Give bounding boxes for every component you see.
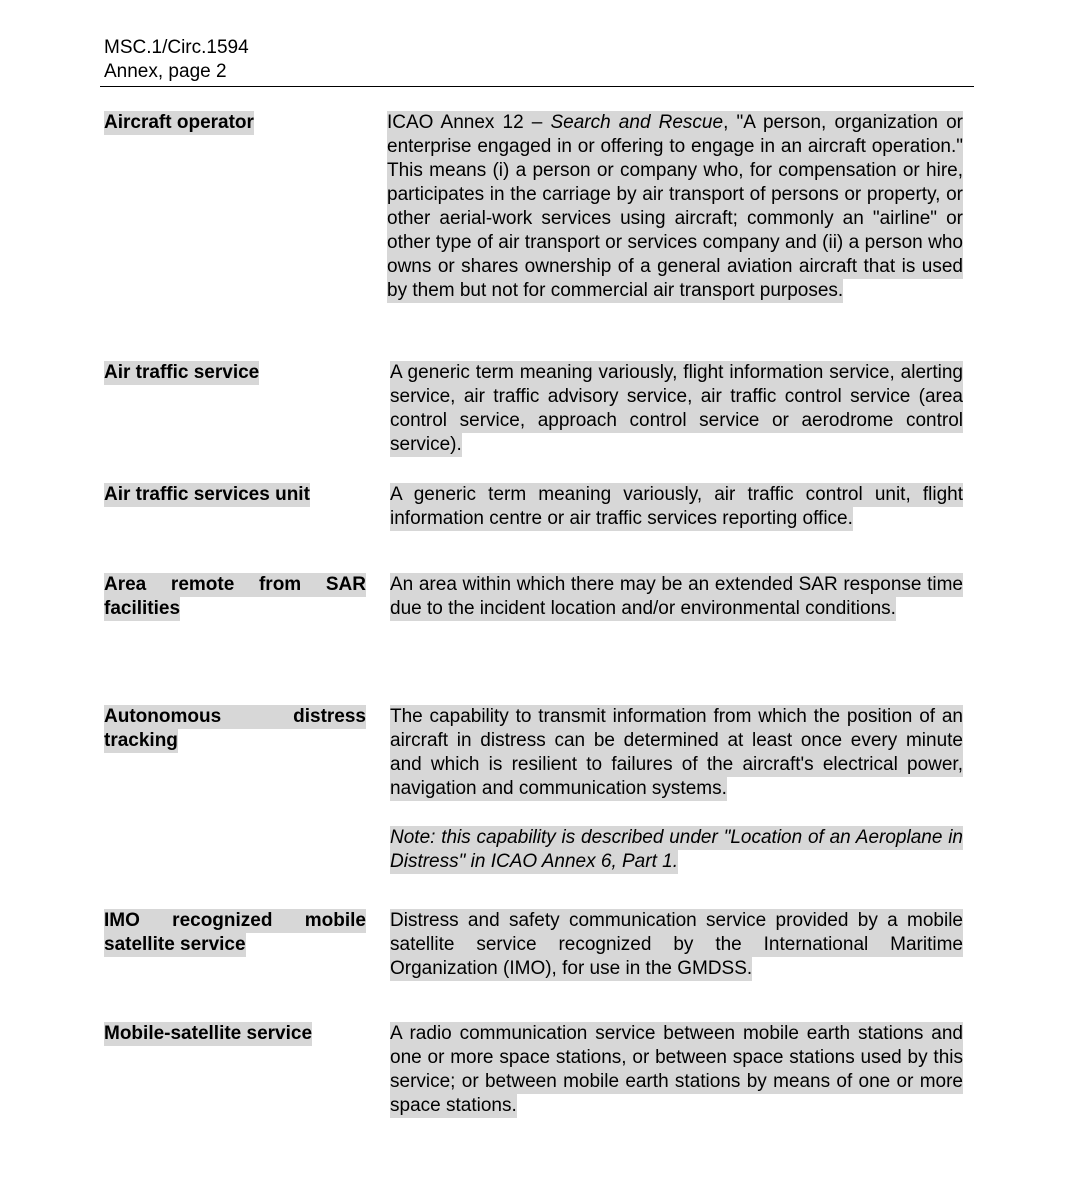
definition-air-traffic-service bbox=[390, 361, 963, 457]
term-label: IMO recognized mobile satellite service bbox=[104, 910, 366, 955]
document-id: MSC.1/Circ.1594 bbox=[104, 37, 249, 58]
definition-aircraft-operator bbox=[387, 111, 963, 303]
term-label: Area remote from SAR facilities bbox=[104, 574, 366, 619]
definition-imo-recognized-mobile-satellite-service bbox=[390, 909, 963, 981]
page-header bbox=[104, 36, 974, 84]
term-mobile-satellite-service bbox=[104, 1022, 366, 1046]
note-text: Note: this capability is described under "Location of an Aeroplane in Distress" in ICAO Annex 6, Part 1. bbox=[390, 827, 963, 872]
term-label: Air traffic service bbox=[104, 362, 260, 383]
definition-title-italic: Search and Rescue bbox=[550, 112, 724, 133]
term-label: Air traffic services unit bbox=[104, 484, 310, 505]
definition-text: An area within which there may be an extended SAR response time due to the incident location and/or environmental conditions. bbox=[390, 574, 963, 619]
definition-area-remote-from-sar-facilities bbox=[390, 573, 963, 621]
definition-text: A radio communication service between mobile earth stations and one or more space stations, or between space stations used by this service; or between mobile earth stations by means of one or more space stations. bbox=[390, 1023, 963, 1116]
definition-air-traffic-services-unit bbox=[390, 483, 963, 531]
term-area-remote-from-sar-facilities bbox=[104, 573, 366, 621]
term-aircraft-operator bbox=[104, 111, 366, 135]
term-air-traffic-service bbox=[104, 361, 366, 385]
definition-text: The capability to transmit information from which the position of an aircraft in distress can be determined at least once every minute and which is resilient to failures of the aircraft's electrical power, navigation and communication systems. bbox=[390, 706, 963, 799]
term-label: Autonomous distress tracking bbox=[104, 706, 366, 751]
term-imo-recognized-mobile-satellite-service bbox=[104, 909, 366, 957]
term-label: Aircraft operator bbox=[104, 112, 254, 133]
page-number: Annex, page 2 bbox=[104, 61, 227, 82]
definition-mobile-satellite-service bbox=[390, 1022, 963, 1118]
term-autonomous-distress-tracking bbox=[104, 705, 366, 753]
term-label: Mobile-satellite service bbox=[104, 1023, 313, 1044]
definition-text: ICAO Annex 12 – bbox=[387, 112, 551, 133]
definition-autonomous-distress-tracking bbox=[390, 705, 963, 801]
header-divider bbox=[100, 86, 974, 87]
note-autonomous-distress-tracking bbox=[390, 826, 963, 874]
definition-text: , "A person, organization or enterprise engaged in or offering to engage in an aircraft operation." This means (i) a person or company who, for compensation or hire, participates in the carriage by air transport of persons or property, or other aerial-work services using aircraft; commonly an "airline" or other type of air transport or services company and (ii) a person who owns or shares ownership of a general aviation aircraft that is used by them but not for commercial air transport purposes. bbox=[387, 112, 963, 301]
definition-text: Distress and safety communication service provided by a mobile satellite service recognized by the International Maritime Organization (IMO), for use in the GMDSS. bbox=[390, 910, 963, 979]
definition-text: A generic term meaning variously, air traffic control unit, flight information centre or air traffic services reporting office. bbox=[390, 484, 963, 529]
term-air-traffic-services-unit bbox=[104, 483, 366, 507]
definition-text: A generic term meaning variously, flight information service, alerting service, air traffic advisory service, air traffic control service (area control service, approach control service or aerodrome control service). bbox=[390, 362, 963, 455]
